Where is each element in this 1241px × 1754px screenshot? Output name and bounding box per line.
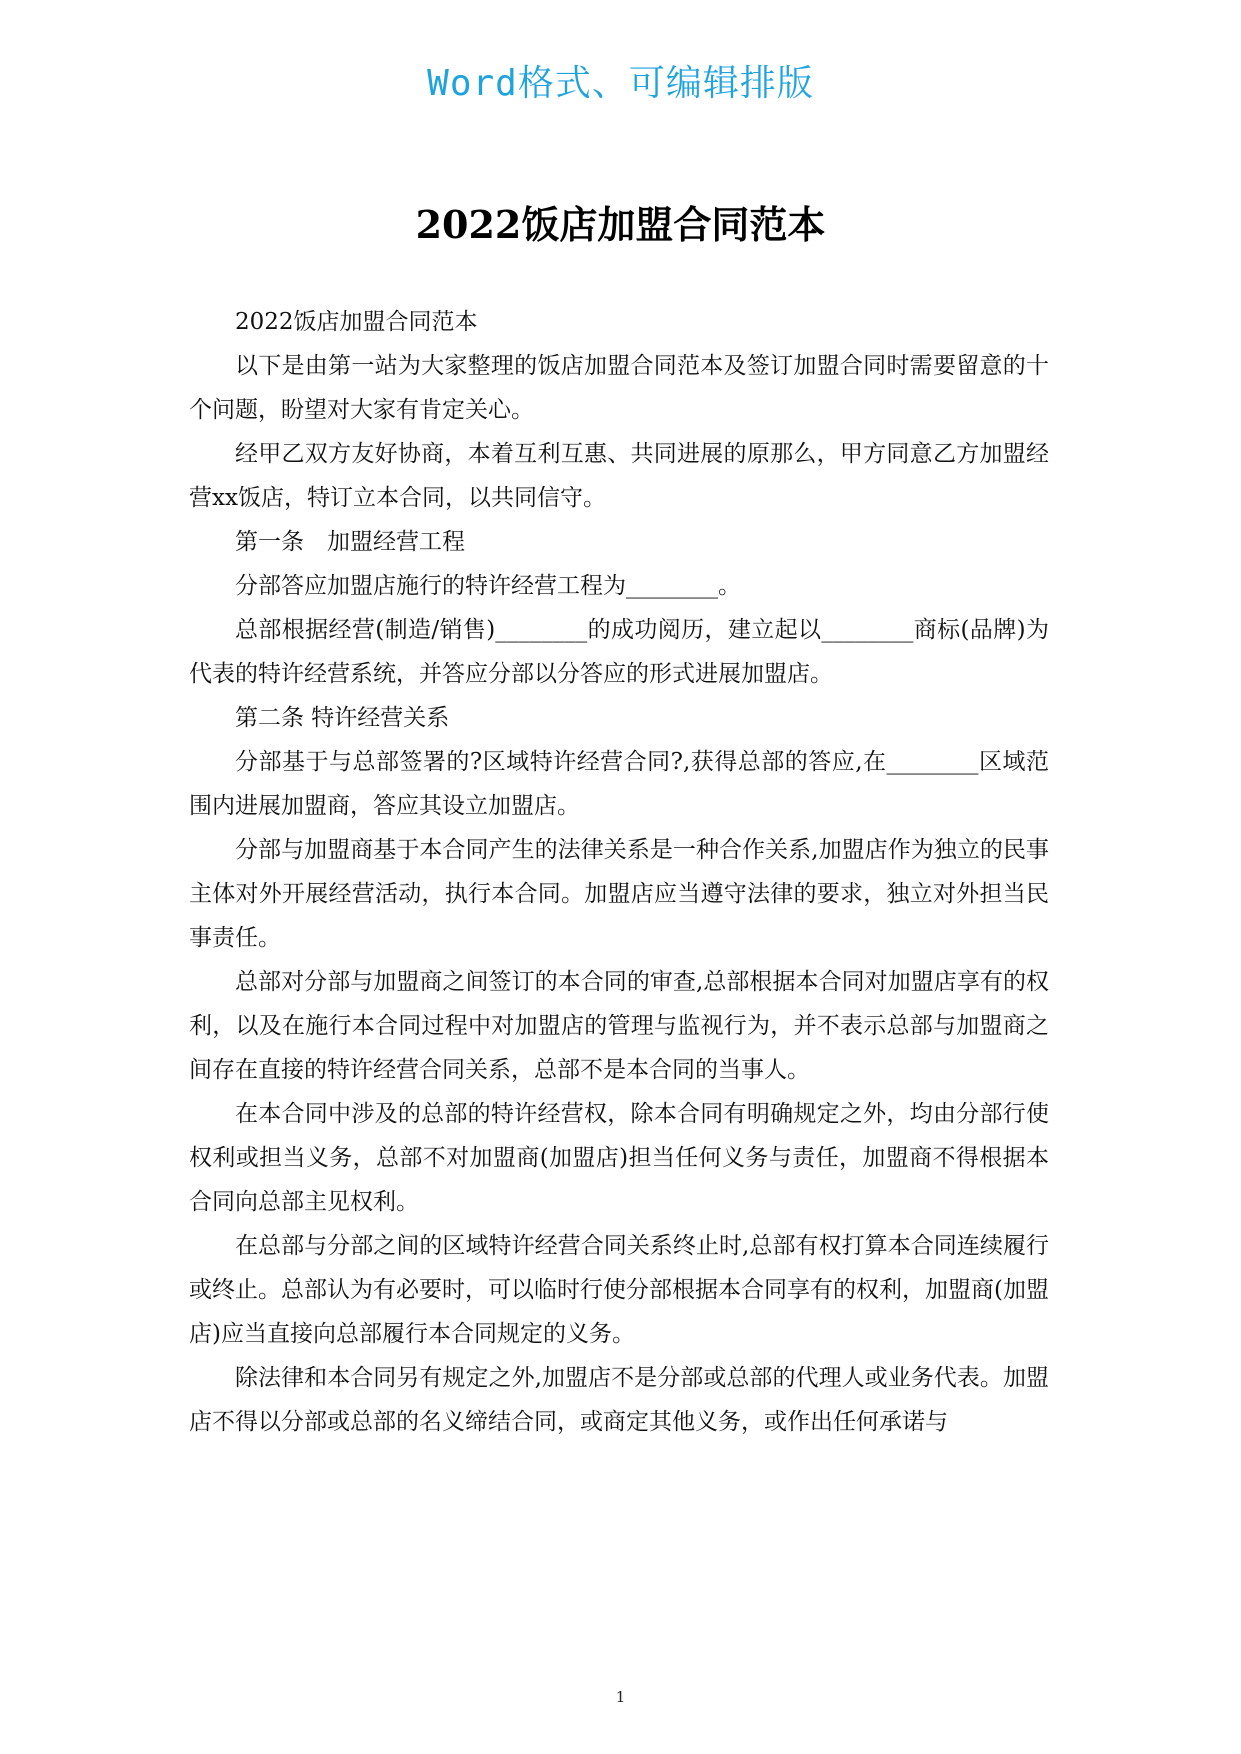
page-number: 1: [615, 1688, 626, 1706]
header-banner: Word格式、可编辑排版: [427, 63, 814, 104]
paragraph: 在总部与分部之间的区域特许经营合同关系终止时,总部有权打算本合同连续履行或终止。总部认为有必要时，可以临时行使分部根据本合同享有的权利，加盟商(加盟店)应当直接向总部履行本合同规定的义务。: [189, 1233, 1049, 1347]
paragraph: 总部对分部与加盟商之间签订的本合同的审查,总部根据本合同对加盟店享有的权利，以及在施行本合同过程中对加盟店的管理与监视行为，并不表示总部与加盟商之间存在直接的特许经营合同关系，总部不是本合同的当事人。: [189, 969, 1049, 1083]
paragraph: 2022饭店加盟合同范本: [235, 309, 478, 335]
paragraph: 经甲乙双方友好协商，本着互利互惠、共同进展的原那么，甲方同意乙方加盟经营xx饭店，特订立本合同，以共同信守。: [189, 441, 1049, 511]
paragraph: 第一条 加盟经营工程: [235, 529, 465, 555]
paragraph: 以下是由第一站为大家整理的饭店加盟合同范本及签订加盟合同时需要留意的十个问题，盼望对大家有肯定关心。: [189, 353, 1049, 423]
paragraph: 分部与加盟商基于本合同产生的法律关系是一种合作关系,加盟店作为独立的民事主体对外开展经营活动，执行本合同。加盟店应当遵守法律的要求，独立对外担当民事责任。: [189, 837, 1049, 951]
document-body: [189, 300, 1049, 1444]
paragraph: 除法律和本合同另有规定之外,加盟店不是分部或总部的代理人或业务代表。加盟店不得以分部或总部的名义缔结合同，或商定其他义务，或作出任何承诺与: [189, 1365, 1049, 1435]
paragraph: 分部答应加盟店施行的特许经营工程为________。: [235, 573, 741, 599]
paragraph: 总部根据经营(制造/销售)________的成功阅历，建立起以________商标(品牌)为代表的特许经营系统，并答应分部以分答应的形式进展加盟店。: [189, 617, 1049, 687]
paragraph: 分部基于与总部签署的?区域特许经营合同?,获得总部的答应,在________区域范围内进展加盟商，答应其设立加盟店。: [189, 749, 1049, 819]
paragraph: 在本合同中涉及的总部的特许经营权，除本合同有明确规定之外，均由分部行使权利或担当义务，总部不对加盟商(加盟店)担当任何义务与责任，加盟商不得根据本合同向总部主见权利。: [189, 1101, 1049, 1215]
document-title: 2022饭店加盟合同范本: [415, 202, 826, 247]
paragraph: 第二条 特许经营关系: [235, 705, 450, 731]
